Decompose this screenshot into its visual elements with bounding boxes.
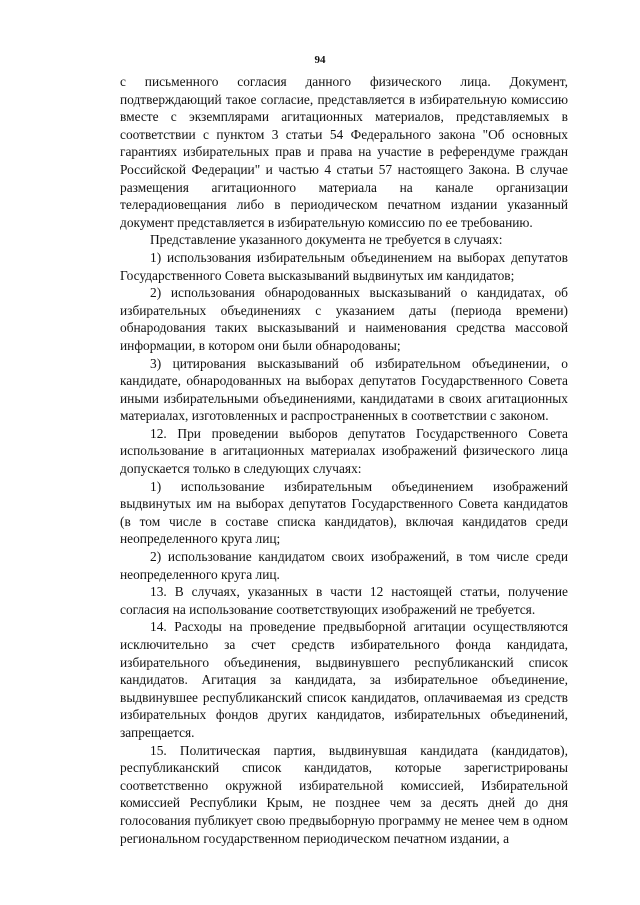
paragraph: с письменного согласия данного физического лица. Документ, подтверждающий такое согласие, представляется в избирательную комиссию вместе с экземплярами агитационных материалов, представляемых в соответствии с пунктом 3 статьи 54 Федерального закона "Об основных гарантиях избирательных прав и права на участие в референдуме граждан Российской Федерации" и частью 4 статьи 57 настоящего Закона. В случае размещения агитационного материала на канале организации телерадиовещания либо в периодическом печатном издании указанный документ представляется в избирательную комиссию по ее требованию. <box>120 74 568 230</box>
page-number: 94 <box>314 54 326 66</box>
paragraph: 3) цитирования высказываний об избирательном объединении, о кандидате, обнародованных на выборах депутатов Государственного Совета иными избирательными объединениями, кандидатами в своих агитационных материалах, изготовленных и распространенных в соответствии с законом. <box>120 355 568 424</box>
document-body <box>120 73 568 847</box>
paragraph: 2) использование кандидатом своих изображений, в том числе среди неопределенного круга лиц. <box>120 549 568 582</box>
paragraph: 1) использования избирательным объединением на выборах депутатов Государственного Совета высказываний выдвинутых им кандидатов; <box>120 249 568 283</box>
paragraph: 13. В случаях, указанных в части 12 настоящей статьи, получение согласия на использование соответствующих изображений не требуется. <box>120 584 568 617</box>
paragraph: 12. При проведении выборов депутатов Государственного Совета использование в агитационных материалах изображений физического лица допускается только в следующих случаях: <box>120 425 568 477</box>
paragraph: 2) использования обнародованных высказываний о кандидатах, об избирательных объединениях с указанием даты (периода времени) обнародования таких высказываний и наименования средства массовой информации, в котором они были обнародованы; <box>120 285 568 353</box>
paragraph: 14. Расходы на проведение предвыборной агитации осуществляются исключительно за счет средств избирательного фонда кандидата, избирательного объединения, выдвинувшего республиканский список кандидатов. Агитация за кандидата, за избирательное объединение, выдвинувшее республиканский список кандидатов, оплачиваемая из средств избирательных фондов других кандидатов, избирательных объединений, запрещается. <box>120 619 568 740</box>
paragraph: Представление указанного документа не требуется в случаях: <box>150 232 503 248</box>
paragraph: 1) использование избирательным объединением изображений выдвинутых им на выборах депутатов Государственного Совета кандидатов (в том числе в составе списка кандидатов), включая кандидатов среди неопределенного круга лиц; <box>120 478 568 547</box>
paragraph: 15. Политическая партия, выдвинувшая кандидата (кандидатов), республиканский список кандидатов, которые зарегистрированы соответственно окружной избирательной комиссией, Избирательной комиссией Республики Крым, не позднее чем за десять дней до дня голосования публикует свою предвыборную программу не менее чем в одном региональном государственном периодическом печатном издании, а <box>120 742 568 846</box>
